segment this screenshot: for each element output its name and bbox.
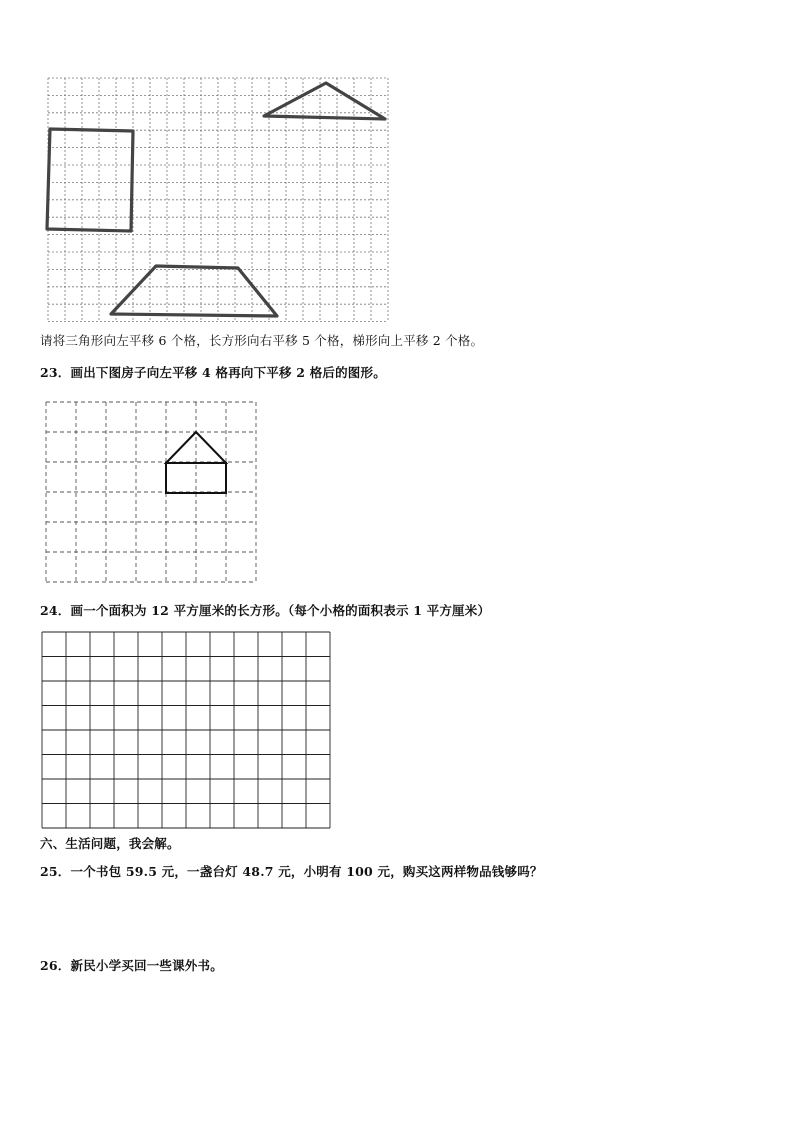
q26-question: 26．新民小学买回一些课外书。 [40, 958, 223, 973]
q22-rectangle [47, 129, 133, 231]
q23-question: 23．画出下图房子向左平移 4 格再向下平移 2 格后的图形。 [40, 365, 386, 380]
q23-grid-figure [44, 400, 260, 586]
q25-question: 25．一个书包 59.5 元，一盏台灯 48.7 元，小明有 100 元，购买这两样物品钱够吗？ [40, 864, 543, 879]
q24-grid-lines [42, 632, 330, 828]
q24-grid-figure[interactable] [40, 630, 332, 830]
section6-heading: 六、生活问题，我会解。 [40, 836, 180, 851]
q22-grid-lines [48, 78, 388, 322]
q22-triangle [264, 83, 385, 119]
q22-instruction: 请将三角形向左平移 6 个格，长方形向右平移 5 个格，梯形向上平移 2 个格。 [40, 333, 484, 348]
q22-grid-figure [40, 72, 400, 324]
q24-question: 24．画一个面积为 12 平方厘米的长方形。（每个小格的面积表示 1 平方厘米） [40, 603, 491, 618]
